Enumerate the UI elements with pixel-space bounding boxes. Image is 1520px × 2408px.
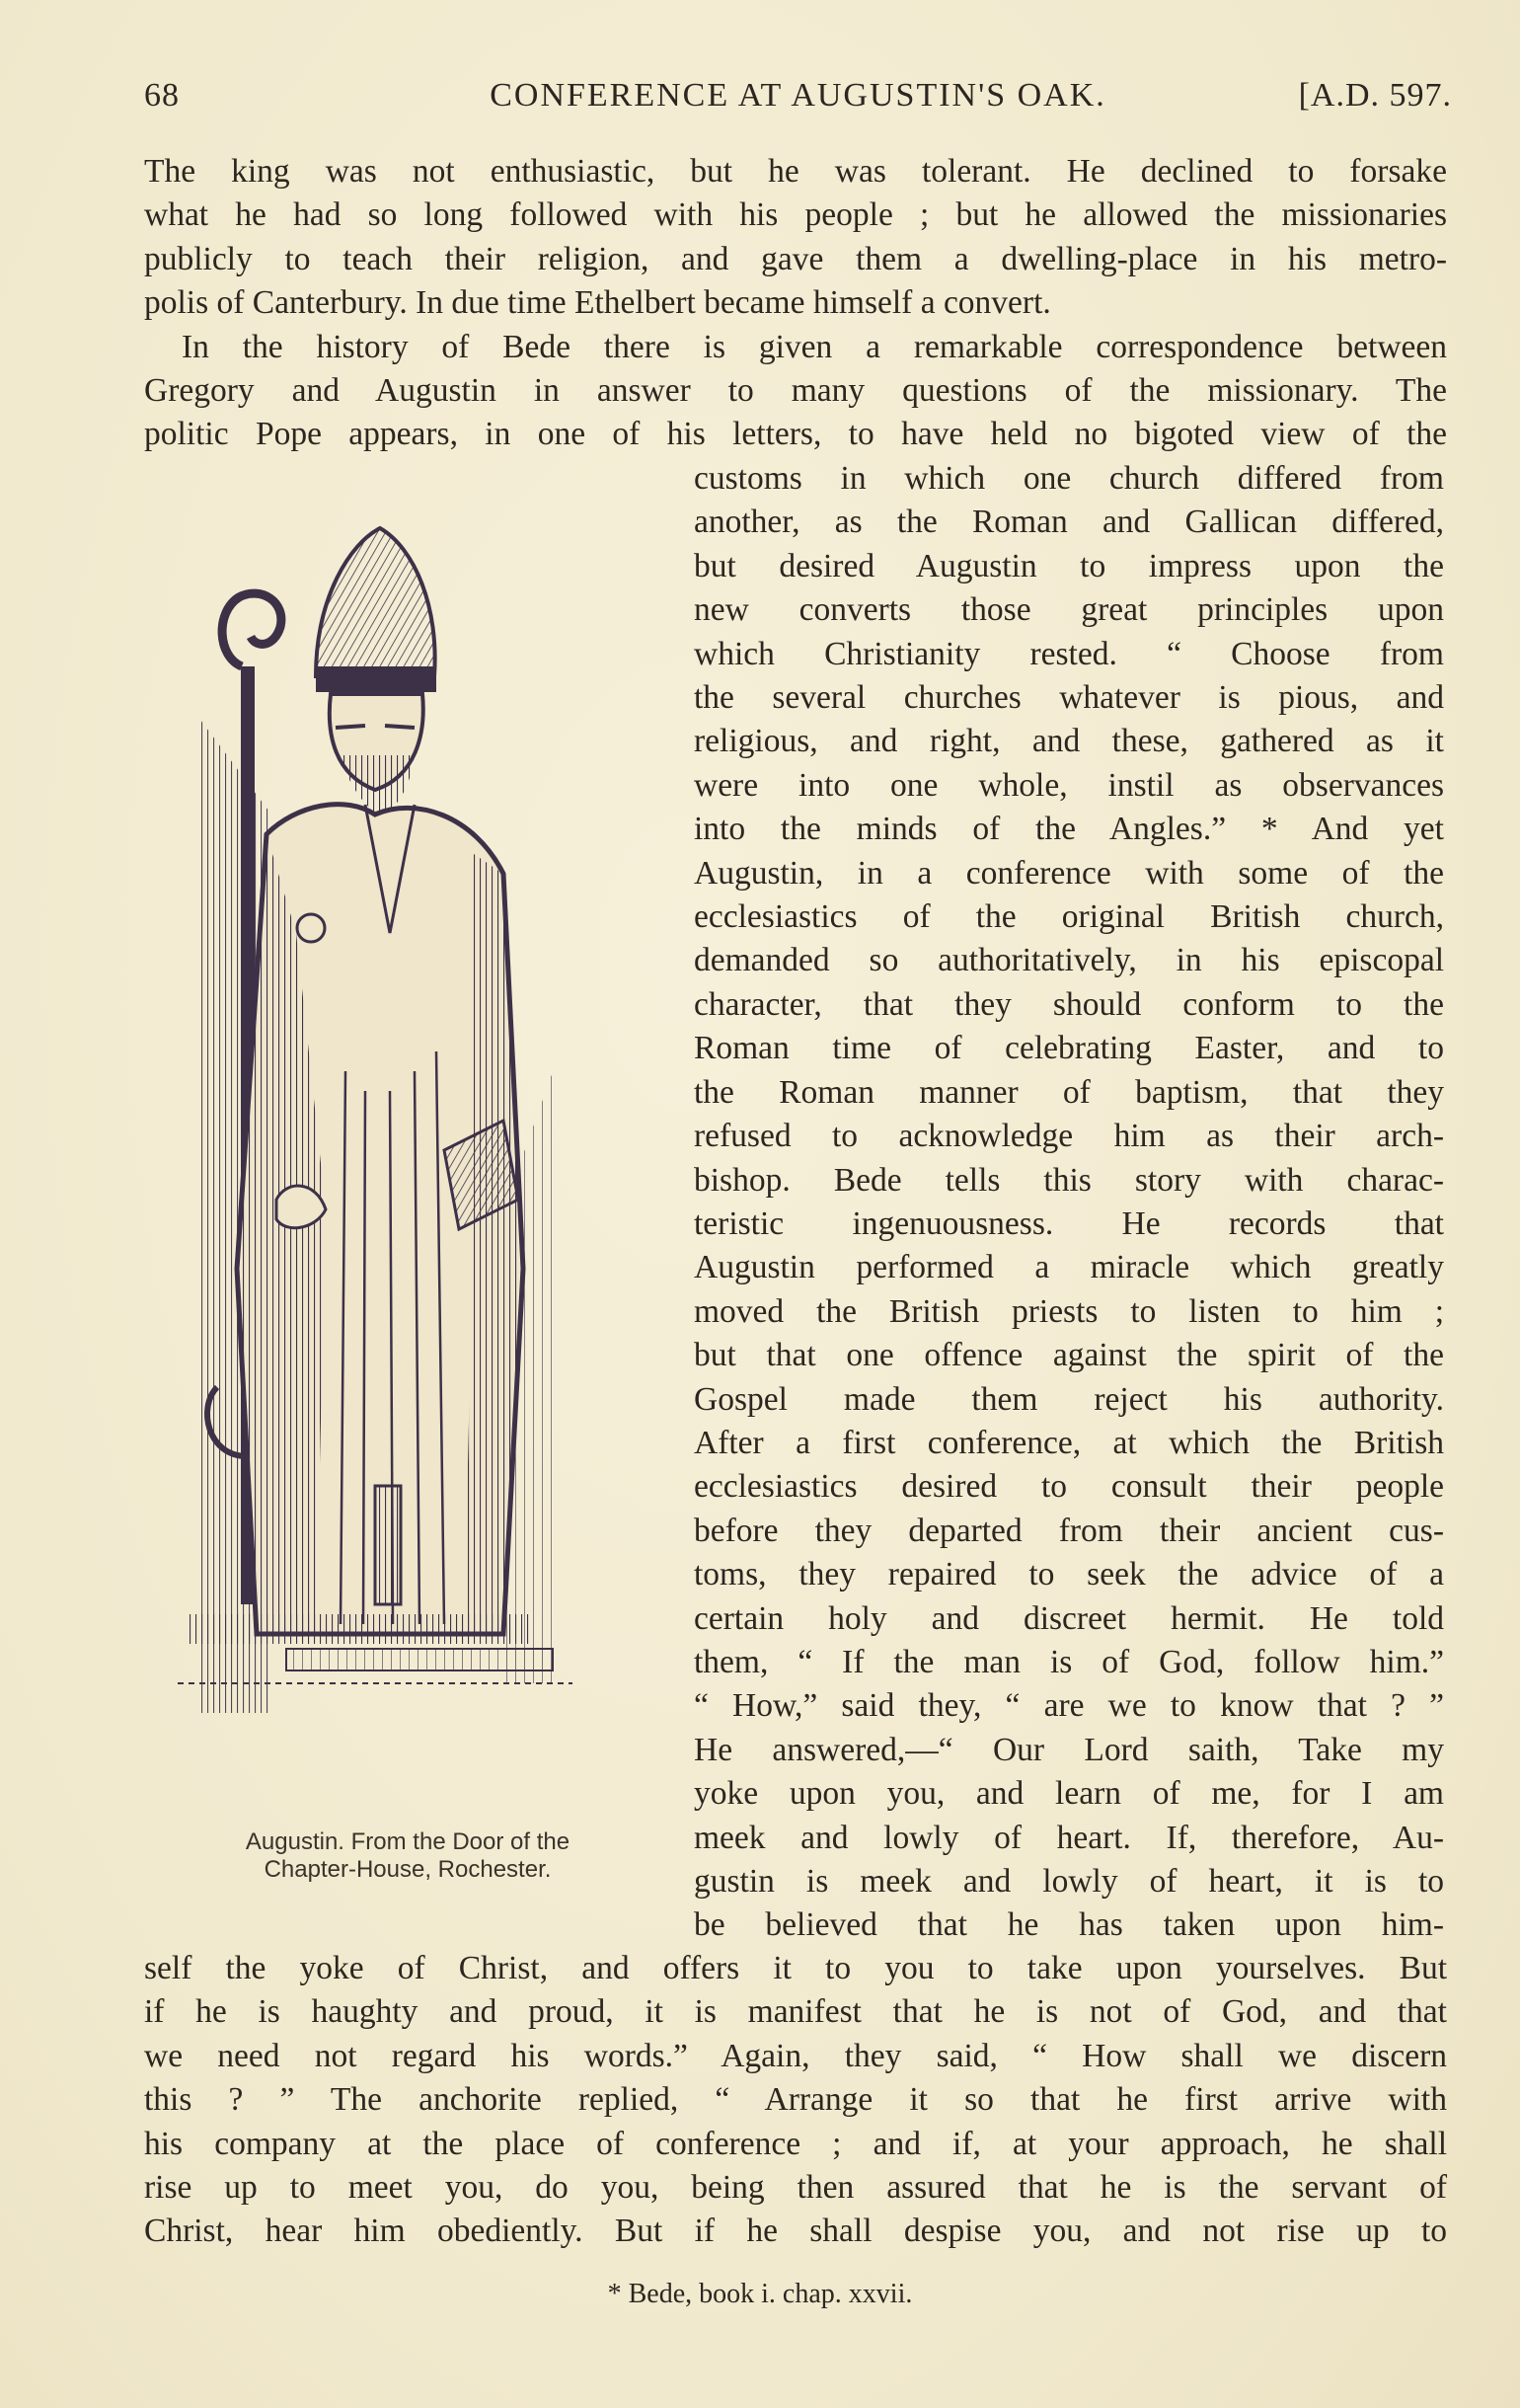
text-line: toms, they repaired to seek the advice of a xyxy=(694,1556,1444,1593)
text-line: character, that they should conform to the xyxy=(694,985,1444,1023)
text-line: we need not regard his words.” Again, they said, “ How shall we discern xyxy=(144,2037,1447,2074)
caption-line-1: Augustin. From the Door of the xyxy=(245,1828,570,1855)
text-line: but desired Augustin to impress upon the xyxy=(694,547,1444,584)
text-line: this ? ” The anchorite replied, “ Arrange it so that he first arrive with xyxy=(144,2081,1447,2119)
text-line: but that one offence against the spirit of the xyxy=(694,1337,1444,1374)
text-line: Roman time of celebrating Easter, and to xyxy=(694,1030,1444,1067)
text-line: his company at the place of conference ; and if, at your approach, he shall xyxy=(144,2125,1447,2162)
text-line: rise up to meet you, do you, being then assured that he is the servant of xyxy=(144,2169,1447,2207)
text-line: new converts those great principles upon xyxy=(694,591,1444,629)
text-line: be believed that he has taken upon him- xyxy=(694,1906,1444,1944)
header-date: [A.D. 597. xyxy=(1298,77,1452,114)
text-line: moved the British priests to listen to him ; xyxy=(694,1292,1444,1330)
text-line: Augustin performed a miracle which greatly xyxy=(694,1249,1444,1286)
text-line: ecclesiastics of the original British church, xyxy=(694,898,1444,936)
text-line: if he is haughty and proud, it is manifest that he is not of God, and that xyxy=(144,1993,1447,2031)
footnote: * Bede, book i. chap. xxvii. xyxy=(607,2279,913,2309)
text-line: He answered,—“ Our Lord saith, Take my xyxy=(694,1731,1444,1768)
text-line: refused to acknowledge him as their arch- xyxy=(694,1118,1444,1155)
text-line: before they departed from their ancient cus- xyxy=(694,1512,1444,1549)
text-line: another, as the Roman and Gallican differed, xyxy=(694,504,1444,541)
text-line: The king was not enthusiastic, but he was tolerant. He declined to forsake xyxy=(144,153,1447,190)
text-line: what he had so long followed with his people ; but he allowed the missionaries xyxy=(144,196,1447,234)
text-line: certain holy and discreet hermit. He told xyxy=(694,1599,1444,1637)
augustin-engraving xyxy=(178,518,642,1792)
text-line: meek and lowly of heart. If, therefore, Au- xyxy=(694,1819,1444,1856)
narrow-column xyxy=(694,457,1444,1948)
running-title: CONFERENCE AT AUGUSTIN'S OAK. xyxy=(490,77,1106,114)
text-line: Gregory and Augustin in answer to many questions of the missionary. The xyxy=(144,372,1447,410)
text-line: customs in which one church differed from xyxy=(694,460,1444,497)
caption-line-2: Chapter-House, Rochester. xyxy=(264,1856,552,1883)
augustin-figure-illustration xyxy=(178,518,642,1792)
text-line: politic Pope appears, in one of his letters, to have held no bigoted view of the xyxy=(144,416,1447,453)
text-line: them, “ If the man is of God, follow him.” xyxy=(694,1643,1444,1680)
text-line: After a first conference, at which the British xyxy=(694,1424,1444,1461)
text-line: Christ, hear him obediently. But if he shall despise you, and not rise up to xyxy=(144,2213,1447,2250)
text-line: gustin is meek and lowly of heart, it is to xyxy=(694,1863,1444,1900)
text-line: the several churches whatever is pious, and xyxy=(694,679,1444,717)
text-line: Augustin, in a conference with some of the xyxy=(694,854,1444,892)
text-line: were into one whole, instil as observances xyxy=(694,766,1444,804)
text-line: religious, and right, and these, gathered as it xyxy=(694,723,1444,760)
page-number: 68 xyxy=(144,77,180,114)
text-line: which Christianity rested. “ Choose from xyxy=(694,635,1444,672)
text-line: ecclesiastics desired to consult their people xyxy=(694,1468,1444,1506)
bottom-paragraph xyxy=(144,1947,1447,2254)
text-line: publicly to teach their religion, and gave them a dwelling-place in his metro- xyxy=(144,240,1447,277)
text-line: Gospel made them reject his authority. xyxy=(694,1380,1444,1418)
text-line: “ How,” said they, “ are we to know that ? ” xyxy=(694,1687,1444,1725)
figure-caption xyxy=(166,1828,649,1884)
text-line: yoke upon you, and learn of me, for I am xyxy=(694,1775,1444,1813)
running-header xyxy=(144,77,1452,122)
text-line: In the history of Bede there is given a remarkable correspondence between xyxy=(182,328,1447,365)
text-line: polis of Canterbury. In due time Ethelbert became himself a convert. xyxy=(144,284,1051,322)
text-line: teristic ingenuousness. He records that xyxy=(694,1204,1444,1242)
text-line: the Roman manner of baptism, that they xyxy=(694,1073,1444,1111)
top-paragraphs xyxy=(144,150,1447,457)
text-line: bishop. Bede tells this story with charac- xyxy=(694,1161,1444,1199)
text-line: into the minds of the Angles.” * And yet xyxy=(694,811,1444,848)
text-line: demanded so authoritatively, in his episcopal xyxy=(694,942,1444,979)
text-line: self the yoke of Christ, and offers it to you to take upon yourselves. But xyxy=(144,1950,1447,1986)
